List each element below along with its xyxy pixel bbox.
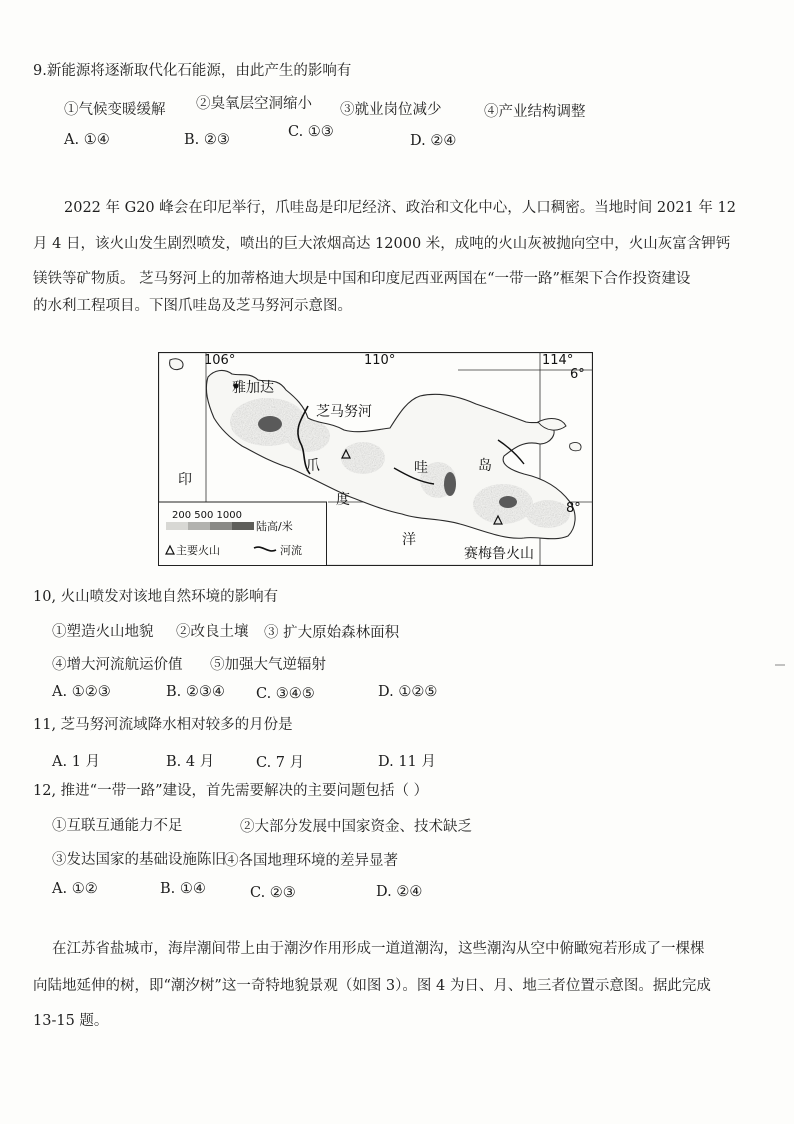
lat-6: 6°	[570, 367, 585, 382]
q11-stem: 11, 芝马努河流域降水相对较多的月份是	[33, 717, 293, 733]
bali-island	[570, 442, 581, 450]
q9-item-1: ①气候变暖缓解	[64, 102, 166, 118]
passage1-line-4: 的水利工程项目。下图爪哇岛及芝马努河示意图。	[33, 298, 352, 314]
passage1-line-1: 2022 年 G20 峰会在印尼举行，爪哇岛是印尼经济、政治和文化中心，人口稠密。当地时间 2021 年 12	[64, 200, 736, 216]
q12-option-c: C. ②③	[250, 885, 296, 901]
label-indian-ocean-3: 洋	[402, 532, 416, 548]
relief-west-2	[286, 420, 330, 452]
q9-option-d: D. ②④	[410, 133, 457, 149]
q11-option-c: C. 7 月	[256, 755, 305, 771]
map-legend	[159, 502, 327, 566]
q12-option-a: A. ①②	[52, 881, 98, 897]
passage2-line-1: 在江苏省盐城市，海岸潮间带上由于潮汐作用形成一道道潮沟，这些潮沟从空中俯瞰宛若形成了一棵棵	[52, 941, 705, 957]
java-island-map	[158, 352, 593, 566]
q11-option-d: D. 11 月	[378, 754, 436, 770]
legend-scale: 200 500 1000	[172, 510, 242, 521]
lon-114: 114°	[542, 353, 574, 368]
q10-item-4: ④增大河流航运价值	[52, 657, 183, 673]
passage2-line-3: 13-15 题。	[33, 1013, 109, 1029]
q12-item-1: ①互联互通能力不足	[52, 818, 183, 834]
q10-item-2: ②改良土壤	[176, 624, 249, 640]
legend-swatch-2	[188, 522, 210, 530]
q12-item-3: ③发达国家的基础设施陈旧	[52, 852, 226, 868]
q9-stem: 9.新能源将逐渐取代化石能源，由此产生的影响有	[33, 63, 352, 79]
q9-item-2: ②臭氧层空洞缩小	[196, 96, 312, 112]
legend-unit: 陆高/米	[256, 520, 293, 533]
q9-item-3: ③就业岗位减少	[340, 102, 442, 118]
q11-option-b: B. 4 月	[166, 754, 215, 770]
q11-option-a: A. 1 月	[52, 754, 101, 770]
scan-artifact	[775, 664, 785, 666]
q9-item-4: ④产业结构调整	[484, 104, 586, 120]
label-jakarta: 雅加达	[232, 380, 274, 396]
lon-106: 106°	[204, 353, 236, 368]
q10-item-3: ③ 扩大原始森林面积	[264, 625, 400, 641]
label-java-2: 哇	[414, 460, 428, 476]
q10-option-d: D. ①②⑤	[378, 684, 438, 700]
passage1-line-2: 月 4 日，该火山发生剧烈喷发，喷出的巨大浓烟高达 12000 米，成吨的火山灰被抛向空中，火山灰富含钾钙	[33, 236, 731, 252]
q12-stem: 12, 推进“一带一路”建设，首先需要解决的主要问题包括（ ）	[33, 783, 429, 799]
label-java-3: 岛	[478, 458, 492, 474]
label-java-1: 爪	[306, 458, 320, 474]
passage2-line-2: 向陆地延伸的树，即“潮汐树”这一奇特地貌景观（如图 3）。图 4 为日、月、地三者位置示意图。据此完成	[33, 978, 711, 994]
relief-peak-3	[499, 496, 517, 508]
q10-option-c: C. ③④⑤	[256, 686, 315, 702]
q10-option-a: A. ①②③	[52, 684, 111, 700]
q9-option-c: C. ①③	[288, 124, 334, 140]
legend-swatch-1	[166, 522, 188, 530]
legend-swatch-4	[232, 522, 254, 530]
q12-option-b: B. ①④	[160, 881, 206, 897]
q10-item-1: ①塑造火山地貌	[52, 624, 154, 640]
label-indian-ocean-2: 度	[336, 492, 350, 508]
lat-8: 8°	[566, 501, 581, 516]
sumatra-tip	[170, 359, 183, 370]
relief-peak-1	[258, 416, 282, 432]
label-semeru-volcano: 赛梅鲁火山	[464, 546, 534, 562]
q10-stem: 10, 火山喷发对该地自然环境的影响有	[33, 589, 279, 605]
legend-volcano-label: 主要火山	[176, 544, 220, 557]
q12-option-d: D. ②④	[376, 884, 423, 900]
label-indian-ocean-1: 印	[178, 472, 192, 488]
q9-option-b: B. ②③	[184, 132, 230, 148]
relief-peak-2	[444, 472, 456, 496]
legend-swatch-3	[210, 522, 232, 530]
label-cimanuk-river: 芝马努河	[316, 404, 372, 420]
q12-item-2: ②大部分发展中国家资金、技术缺乏	[240, 819, 472, 835]
q9-option-a: A. ①④	[64, 132, 110, 148]
q12-item-4: ④各国地理环境的差异显著	[224, 853, 398, 869]
passage1-line-3: 镁铁等矿物质。 芝马努河上的加蒂格迪大坝是中国和印度尼西亚两国在“一带一路”框架下合作投资建设	[33, 271, 691, 287]
relief-east-2	[526, 500, 570, 528]
lon-110: 110°	[364, 353, 396, 368]
q10-item-5: ⑤加强大气逆辐射	[210, 657, 326, 673]
q10-option-b: B. ②③④	[166, 684, 225, 700]
legend-river-label: 河流	[280, 544, 302, 557]
